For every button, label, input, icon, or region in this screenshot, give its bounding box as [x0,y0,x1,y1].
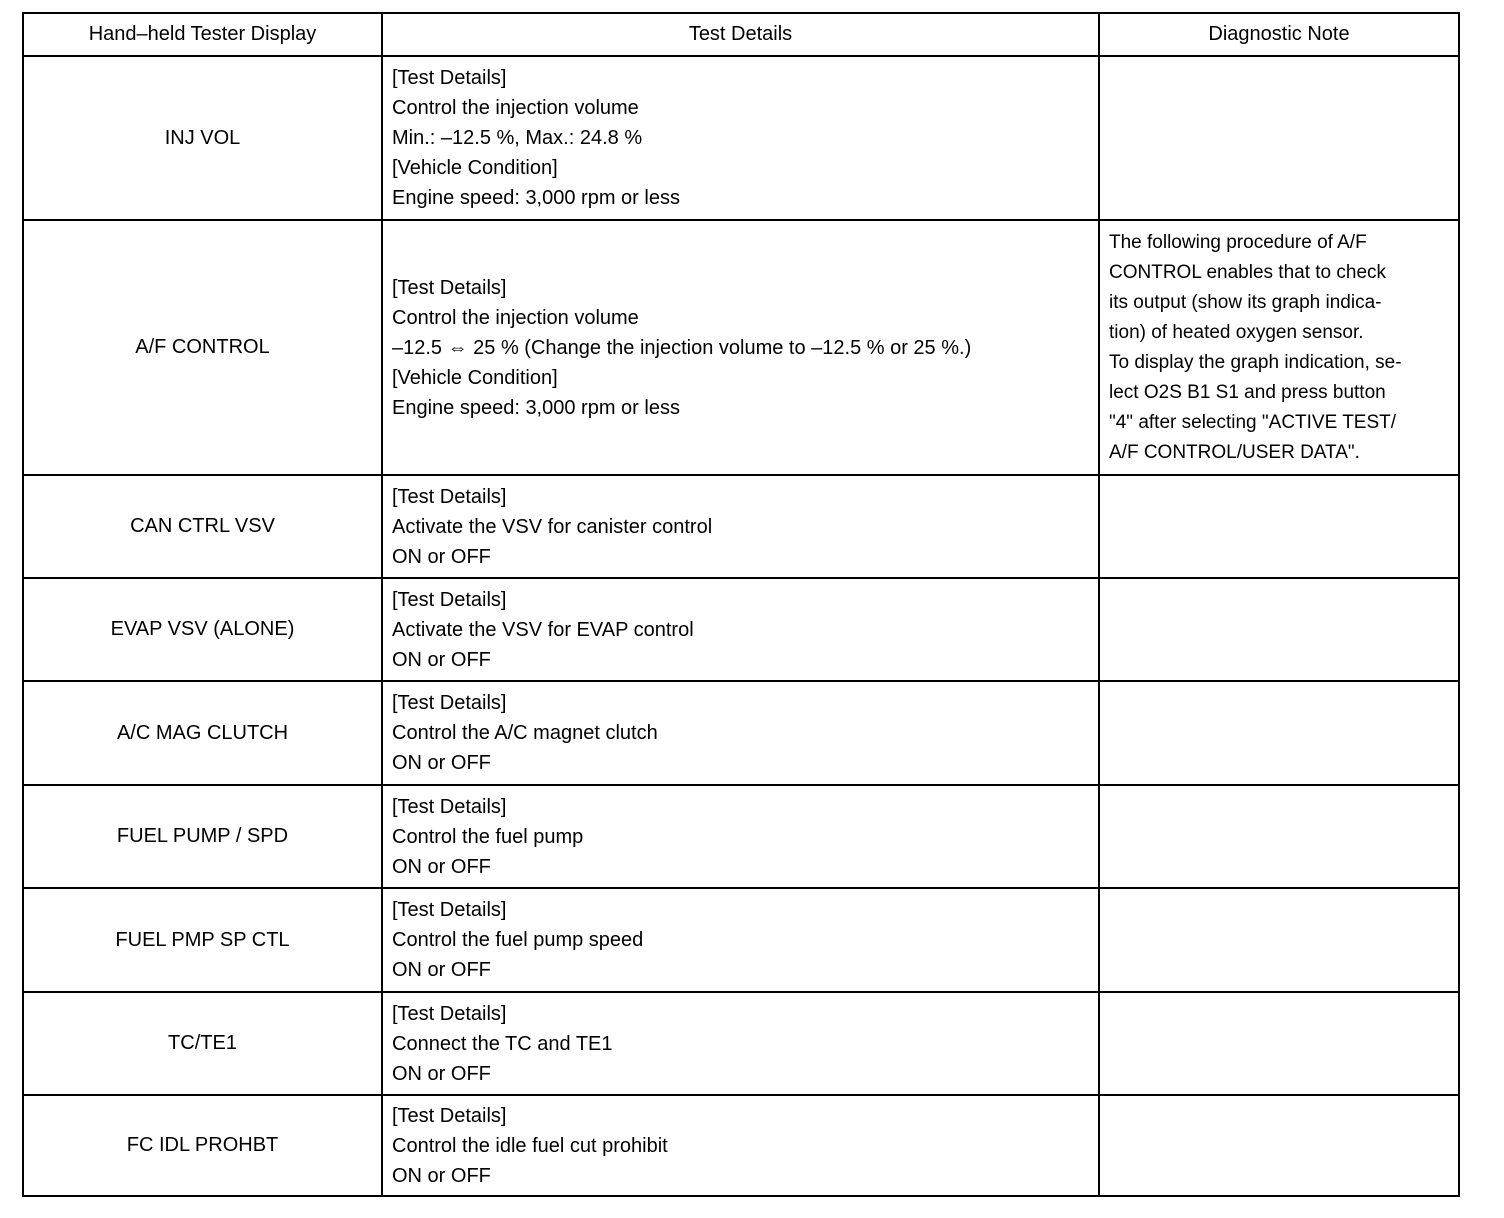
note-line: CONTROL enables that to check [1109,261,1387,283]
details-line: Control the A/C magnet clutch [392,722,658,744]
header-note: Diagnostic Note [1099,13,1459,56]
note-line: To display the graph indication, se- [1109,351,1402,373]
table-row [23,56,1459,220]
details-line: [Test Details] [392,67,507,89]
display-cell: TC/TE1 [23,992,382,1095]
display-cell: FUEL PUMP / SPD [23,785,382,888]
details-line: Engine speed: 3,000 rpm or less [392,396,680,419]
details-line: [Test Details] [392,795,507,818]
table-row [23,475,1459,578]
display-cell: A/F CONTROL [23,220,382,475]
display-cell: FUEL PMP SP CTL [23,888,382,992]
note-cell [1099,785,1459,888]
details-line: ON or OFF [392,855,491,878]
note-line: tion) of heated oxygen sensor. [1109,321,1364,343]
details-line: –12.5 ⇔ 25 % (Change the injection volume to –12.5 % or 25 %.) [392,336,972,359]
details-line: ON or OFF [392,752,491,774]
table-row [23,785,1459,888]
details-line: Min.: –12.5 %, Max.: 24.8 % [392,127,643,149]
note-cell [1099,1095,1459,1196]
header-row [23,13,1459,56]
details-cell [382,220,1099,475]
note-line: its output (show its graph indica- [1109,291,1382,313]
details-line: [Test Details] [392,899,507,921]
note-line: The following procedure of A/F [1109,231,1367,253]
note-line: A/F CONTROL/USER DATA". [1109,441,1360,463]
table-row [23,992,1459,1095]
details-line: Activate the VSV for EVAP control [392,618,694,641]
details-line: ON or OFF [392,1062,491,1085]
details-line: Control the injection volume [392,306,639,329]
details-line: Control the injection volume [392,97,639,119]
display-cell: INJ VOL [23,56,382,220]
table-row [23,888,1459,992]
details-line: ON or OFF [392,959,491,981]
table-row [23,1095,1459,1196]
header-display: Hand–held Tester Display [23,13,382,56]
details-cell [382,888,1099,992]
header-details: Test Details [382,13,1099,56]
details-line: [Test Details] [392,276,507,299]
details-cell [382,1095,1099,1196]
display-cell: CAN CTRL VSV [23,475,382,578]
details-line: Engine speed: 3,000 rpm or less [392,187,680,209]
active-test-table [22,12,1460,1197]
note-line: "4" after selecting "ACTIVE TEST/ [1109,411,1397,433]
details-line: [Vehicle Condition] [392,366,558,389]
note-cell [1099,578,1459,681]
note-cell [1099,56,1459,220]
details-cell [382,578,1099,681]
table-row [23,681,1459,785]
details-cell [382,56,1099,220]
note-cell [1099,681,1459,785]
details-cell [382,475,1099,578]
details-cell [382,785,1099,888]
details-line: Control the fuel pump speed [392,929,644,951]
details-line: [Test Details] [392,1104,507,1127]
note-cell [1099,888,1459,992]
details-line: Activate the VSV for canister control [392,515,713,538]
note-cell [1099,220,1459,475]
display-cell: A/C MAG CLUTCH [23,681,382,785]
details-cell [382,992,1099,1095]
details-line: [Test Details] [392,588,507,611]
details-line: [Test Details] [392,1002,507,1025]
table-row [23,578,1459,681]
display-cell: EVAP VSV (ALONE) [23,578,382,681]
table-row [23,220,1459,475]
details-line: ON or OFF [392,545,491,568]
details-line: ON or OFF [392,648,491,671]
details-cell [382,681,1099,785]
details-line: Connect the TC and TE1 [392,1032,613,1055]
note-cell [1099,475,1459,578]
details-line: [Vehicle Condition] [392,157,558,179]
display-cell: FC IDL PROHBT [23,1095,382,1196]
details-line: Control the fuel pump [392,825,584,848]
note-line: lect O2S B1 S1 and press button [1109,381,1386,403]
note-cell [1099,992,1459,1095]
details-line: Control the idle fuel cut prohibit [392,1134,668,1157]
table-body [23,56,1459,1196]
details-line: [Test Details] [392,485,507,508]
details-line: ON or OFF [392,1164,491,1187]
details-line: [Test Details] [392,692,507,714]
